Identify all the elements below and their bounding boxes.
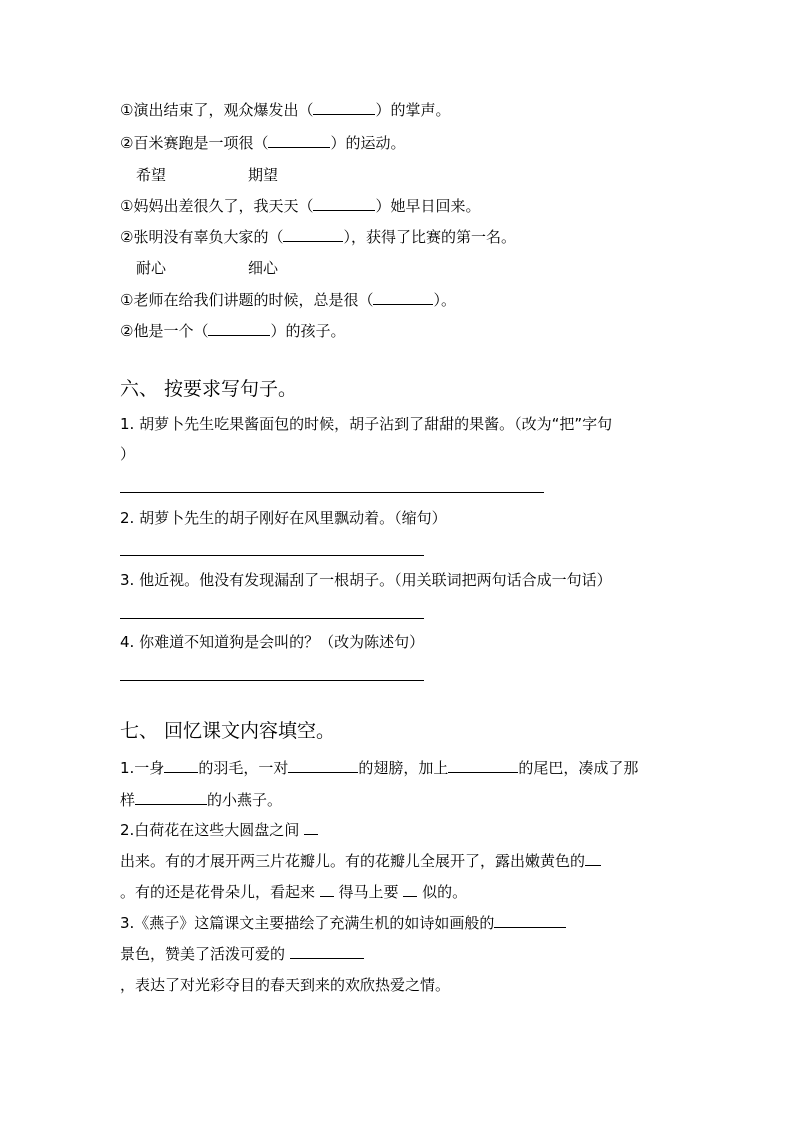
question-6-2: 2. 胡萝卜先生的胡子刚好在风里飘动着。（缩句） bbox=[120, 509, 447, 527]
fill-7-3-cont: 景色，赞美了活泼可爱的 bbox=[120, 944, 364, 964]
question-6-1: 1. 胡萝卜先生吃果酱面包的时候，胡子沾到了甜甜的果酱。（改为“把”字句 bbox=[120, 415, 613, 433]
blank[interactable] bbox=[494, 913, 566, 928]
blank[interactable] bbox=[208, 321, 270, 336]
blank[interactable] bbox=[288, 758, 358, 773]
section-6-title: 六、 按要求写句子。 bbox=[120, 378, 298, 400]
blank[interactable] bbox=[585, 851, 601, 866]
blank[interactable] bbox=[313, 196, 375, 211]
sentence-3b: ②他是一个（ ）的孩子。 bbox=[120, 322, 346, 340]
sentence-3a: ①老师在给我们讲题的时候，总是很（ ）。 bbox=[120, 291, 456, 309]
question-6-3: 3. 他近视。他没有发现漏刮了一根胡子。（用关联词把两句话合成一句话） bbox=[120, 571, 612, 589]
blank[interactable] bbox=[313, 100, 375, 115]
sentence-2a: ①妈妈出差很久了，我天天（ ）她早日回来。 bbox=[120, 197, 481, 215]
blank[interactable] bbox=[373, 290, 433, 305]
word-option: 细心 bbox=[248, 259, 279, 277]
fill-7-1: 1.一身 的羽毛，一对 的翅膀，加上 的尾巴，凑成了那 bbox=[120, 759, 639, 777]
question-6-4: 4. 你难道不知道狗是会叫的？（改为陈述句） bbox=[120, 633, 425, 651]
sentence-1a: ①演出结束了，观众爆发出（ ）的掌声。 bbox=[120, 101, 451, 119]
fill-7-3: 3.《燕子》这篇课文主要描绘了充满生机的如诗如画般的 bbox=[120, 913, 566, 933]
answer-line-6-2[interactable] bbox=[120, 555, 424, 556]
fill-7-2-cont: 出来。有的才展开两三片花瓣儿。有的花瓣儿全展开了，露出嫩黄色的 bbox=[120, 851, 601, 871]
blank[interactable] bbox=[403, 882, 417, 897]
blank[interactable] bbox=[164, 758, 198, 773]
blank[interactable] bbox=[290, 944, 364, 959]
fill-7-3-end: ，表达了对光彩夺目的春天到来的欢欣热爱之情。 bbox=[120, 976, 451, 994]
blank[interactable] bbox=[283, 227, 343, 242]
question-6-1-cont: ） bbox=[120, 445, 136, 463]
blank[interactable] bbox=[135, 790, 207, 805]
blank[interactable] bbox=[304, 820, 318, 835]
blank[interactable] bbox=[448, 758, 518, 773]
blank[interactable] bbox=[268, 133, 330, 148]
word-option: 希望 bbox=[136, 166, 167, 184]
sentence-1b: ②百米赛跑是一项很（ ）的运动。 bbox=[120, 134, 406, 152]
fill-7-2: 2.白荷花在这些大圆盘之间 bbox=[120, 820, 318, 840]
fill-7-2-end: 。有的还是花骨朵儿，看起来 得马上要 似的。 bbox=[120, 883, 468, 901]
answer-line-6-4[interactable] bbox=[120, 680, 424, 681]
fill-7-1-cont: 样 的小燕子。 bbox=[120, 791, 283, 809]
sentence-2b: ②张明没有辜负大家的（ ），获得了比赛的第一名。 bbox=[120, 228, 516, 246]
section-7-title: 七、 回忆课文内容填空。 bbox=[120, 720, 336, 742]
word-option: 期望 bbox=[248, 166, 279, 184]
word-option: 耐心 bbox=[136, 259, 167, 277]
blank[interactable] bbox=[320, 882, 334, 897]
answer-line-6-1[interactable] bbox=[120, 492, 544, 493]
answer-line-6-3[interactable] bbox=[120, 618, 424, 619]
